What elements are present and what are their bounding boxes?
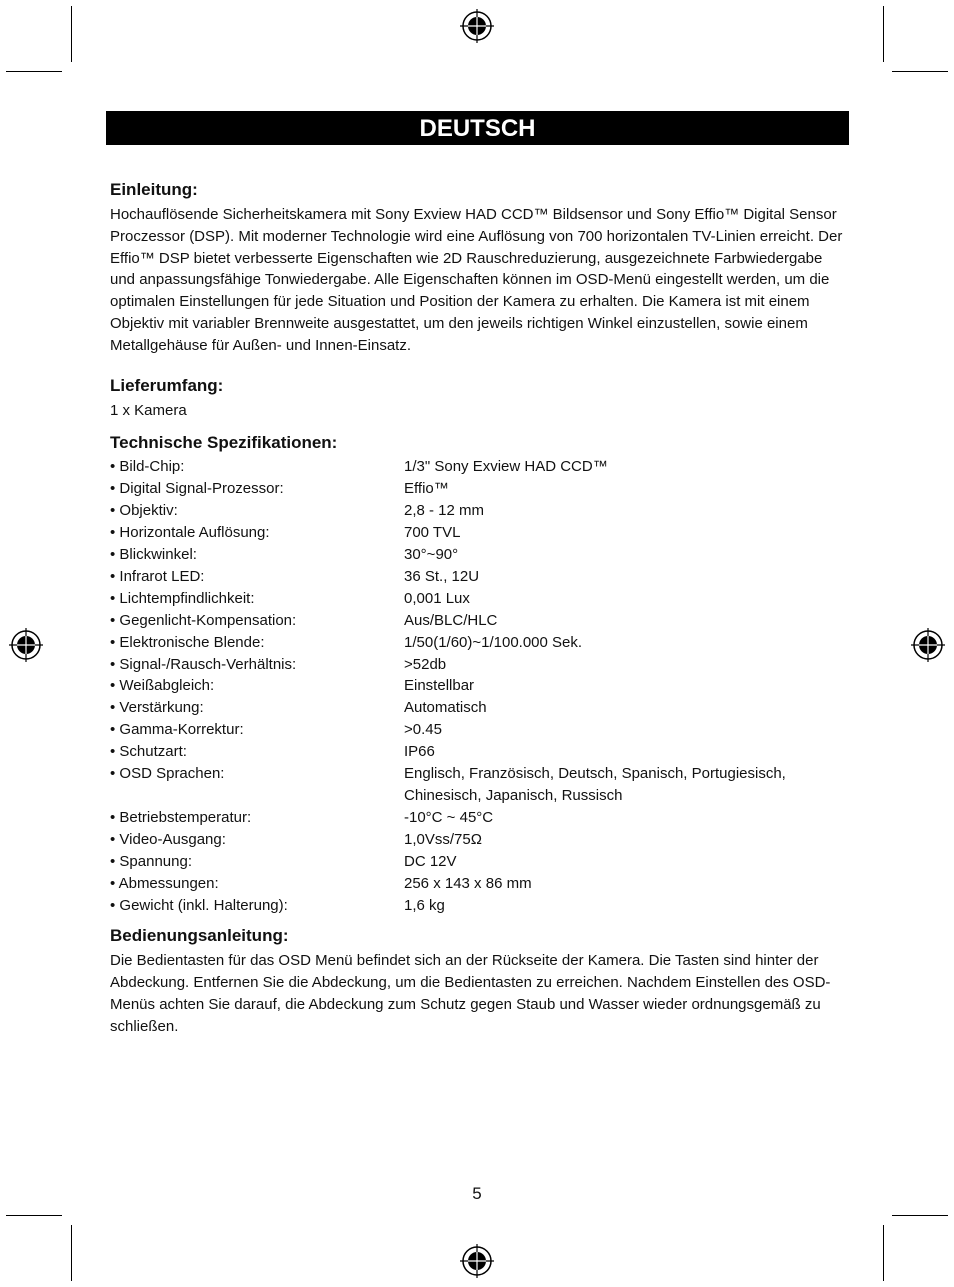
scope-section — [110, 374, 850, 422]
spec-label: • Gegenlicht-Kompensation: — [110, 611, 297, 629]
spec-row — [110, 807, 850, 829]
spec-value: 1/3" Sony Exview HAD CCD™ — [404, 458, 608, 476]
language-banner: DEUTSCH — [106, 111, 849, 145]
spec-label: • Spannung: — [110, 852, 192, 870]
spec-value: 1/50(1/60)~1/100.000 Sek. — [404, 633, 583, 651]
crop-mark-top-right-h — [892, 71, 948, 72]
spec-label: • Verstärkung: — [110, 699, 204, 717]
spec-value: 1,6 kg — [404, 896, 445, 914]
spec-label: • OSD Sprachen: — [110, 765, 225, 783]
spec-value: Einstellbar — [404, 677, 475, 695]
spec-label: • Abmessungen: — [110, 874, 219, 892]
scope-body: 1 x Kamera — [110, 401, 187, 419]
specs-heading: Technische Spezifikationen: — [110, 433, 338, 453]
spec-row — [110, 851, 850, 873]
spec-value: 0,001 Lux — [404, 589, 470, 607]
crop-mark-top-left-v — [71, 6, 72, 62]
spec-row — [110, 566, 850, 588]
operation-section — [110, 924, 850, 1037]
spec-row — [110, 873, 850, 895]
spec-label: • Horizontale Auflösung: — [110, 524, 270, 542]
spec-value: Effio™ — [404, 480, 449, 498]
operation-heading: Bedienungsanleitung: — [110, 926, 289, 946]
spec-label: • Infrarot LED: — [110, 567, 205, 585]
spec-row — [110, 719, 850, 741]
spec-label: • Video-Ausgang: — [110, 830, 226, 848]
spec-value: 256 x 143 x 86 mm — [404, 874, 532, 892]
spec-value: IP66 — [404, 743, 435, 761]
registration-mark-top-icon — [460, 9, 494, 43]
spec-value: 36 St., 12U — [404, 567, 480, 585]
page-number: 5 — [472, 1184, 482, 1203]
scope-heading: Lieferumfang: — [110, 375, 224, 395]
crop-mark-bottom-right-v — [883, 1225, 884, 1281]
crop-mark-bottom-left-v — [71, 1225, 72, 1281]
specs-section — [110, 431, 850, 916]
spec-label: • Betriebstemperatur: — [110, 808, 252, 826]
spec-value: >52db — [404, 655, 447, 673]
spec-value: 2,8 - 12 mm — [404, 502, 485, 520]
operation-body: Die Bedientasten für das OSD Menü befindet sich an der Rückseite der Kamera. Die Tasten sind hinter der Abdeckung. Entfernen Sie die Abdeckung, um die Bedientasten zu erreichen. Nachdem Einstellen des OSD-Menüs achten Sie darauf, die Abdeckung zum Schutz gegen Staub und Wasser wieder ordnungsgemäß zu schließen. — [110, 952, 831, 1035]
intro-heading: Einleitung: — [110, 180, 198, 199]
spec-label: • Digital Signal-Prozessor: — [110, 480, 284, 498]
page-content — [110, 178, 850, 1038]
spec-value: DC 12V — [404, 852, 457, 870]
spec-row — [110, 697, 850, 719]
spec-row — [110, 763, 850, 807]
spec-row — [110, 829, 850, 851]
spec-row — [110, 478, 850, 500]
spec-value: Englisch, Französisch, Deutsch, Spanisch, Portugiesisch, Chinesisch, Japanisch, Russisch — [404, 765, 786, 804]
spec-label: • Bild-Chip: — [110, 458, 185, 476]
registration-mark-left-icon — [9, 628, 43, 662]
spec-value: -10°C ~ 45°C — [404, 808, 494, 826]
spec-row — [110, 610, 850, 632]
spec-value: 30°~90° — [404, 546, 459, 563]
spec-label: • Signal-/Rausch-Verhältnis: — [110, 655, 297, 673]
spec-label: • Blickwinkel: — [110, 546, 197, 563]
spec-label: • Schutzart: — [110, 743, 187, 761]
crop-mark-bottom-left-h — [6, 1215, 62, 1216]
spec-label: • Elektronische Blende: — [110, 633, 265, 651]
spec-value: 1,0Vss/75Ω — [404, 830, 482, 848]
crop-mark-bottom-right-h — [892, 1215, 948, 1216]
registration-mark-bottom-icon — [460, 1244, 494, 1278]
spec-row — [110, 632, 850, 654]
spec-row — [110, 544, 850, 566]
spec-value: Automatisch — [404, 699, 487, 717]
spec-value: Aus/BLC/HLC — [404, 611, 498, 629]
spec-value: 700 TVL — [404, 524, 461, 542]
spec-label: • Gamma-Korrektur: — [110, 721, 244, 739]
registration-mark-right-icon — [911, 628, 945, 662]
spec-label: • Weißabgleich: — [110, 677, 215, 695]
spec-label: • Lichtempfindlichkeit: — [110, 589, 255, 607]
spec-label: • Objektiv: — [110, 502, 178, 520]
spec-label: • Gewicht (inkl. Halterung): — [110, 896, 288, 914]
crop-mark-top-left-h — [6, 71, 62, 72]
crop-mark-top-right-v — [883, 6, 884, 62]
spec-row — [110, 588, 850, 610]
spec-row — [110, 522, 850, 544]
intro-body: Hochauflösende Sicherheitskamera mit Sony Exview HAD CCD™ Bildsensor und Sony Effio™ Digital Sensor Proczessor (DSP). Mit moderner Technologie wird eine Auflösung von 700 horizontalen TV-Linien erreicht. Der Effio™ DSP bietet verbesserte Eigenschaften wie 2D Rauschreduzierung, ausgezeichnete Farbwiedergabe und anpassungsfähige Tonwiedergabe. Alle Eigenschaften können im OSD-Menü eingestellt werden, um die optimalen Einstellungen für jede Situation und Position der Kamera zu erhalten. Die Kamera ist mit einem Objektiv mit variabler Brennweite ausgestattet, um den jeweils richtigen Winkel einzustellen, sowie einem Metallgehäuse für Außen- und Innen-Einsatz. — [110, 206, 843, 354]
spec-row — [110, 654, 850, 676]
intro-section — [110, 178, 850, 357]
spec-value: >0.45 — [404, 721, 442, 739]
specs-list — [110, 456, 850, 916]
spec-row — [110, 741, 850, 763]
spec-row — [110, 895, 850, 917]
spec-row — [110, 500, 850, 522]
spec-row — [110, 675, 850, 697]
spec-row — [110, 456, 850, 478]
